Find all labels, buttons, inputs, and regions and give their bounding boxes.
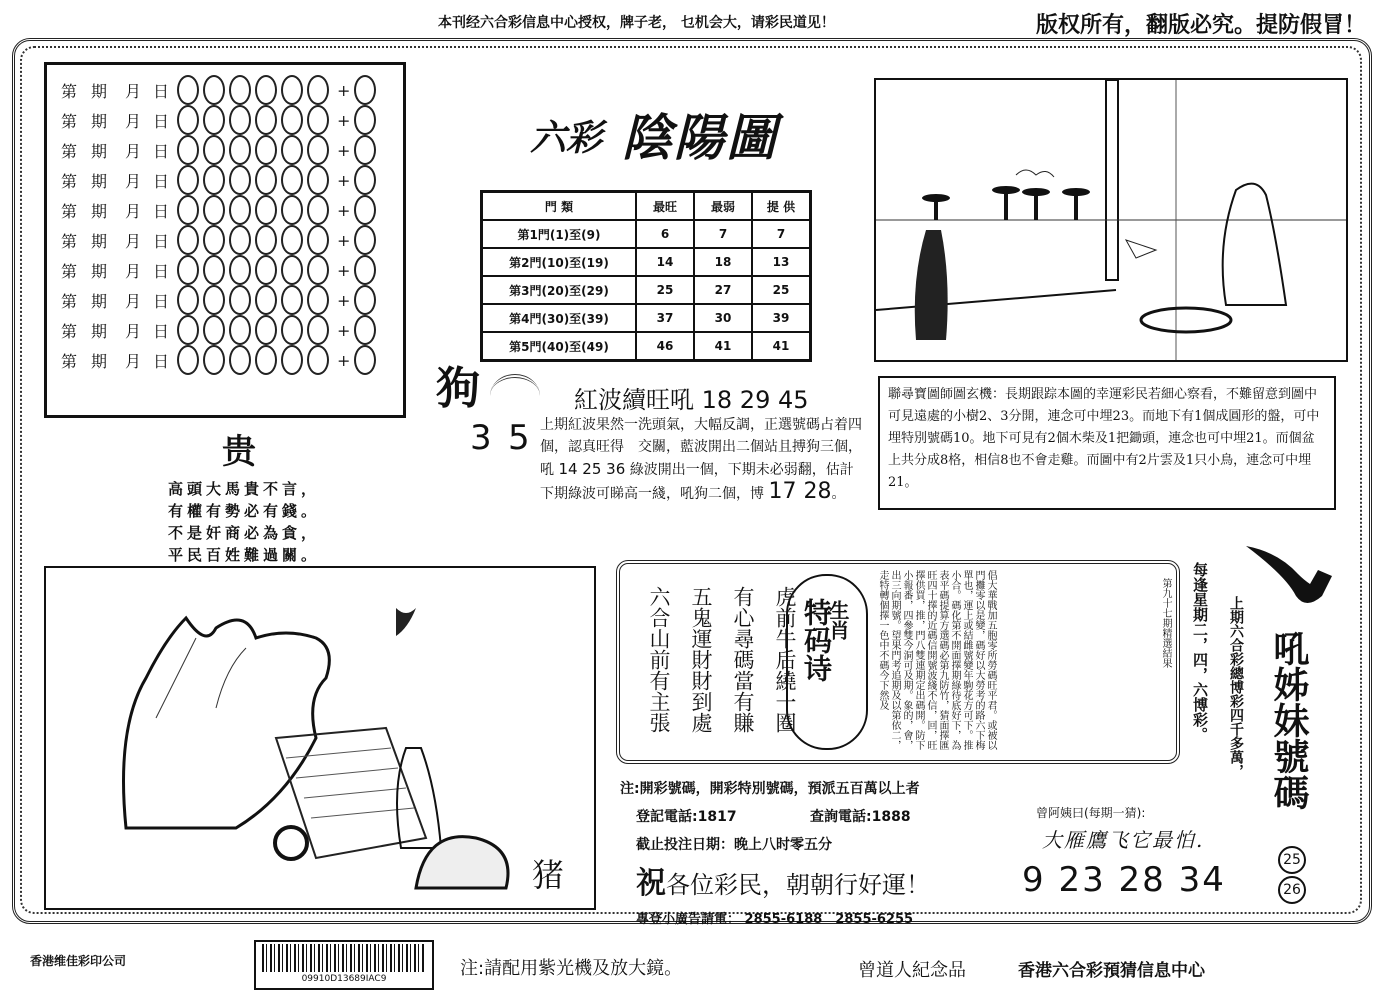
- doors-table-header: 最旺: [636, 192, 694, 221]
- draw-row-plus: +: [337, 350, 351, 370]
- draw-row-month: 月: [125, 171, 142, 191]
- doors-table-cell: 30: [694, 304, 752, 332]
- special-number-slot: [354, 135, 376, 165]
- ads-line: [636, 908, 913, 927]
- barcode: [254, 940, 434, 990]
- draw-row-day: 日: [153, 351, 170, 371]
- draw-log-row: [61, 165, 403, 195]
- number-slot: [229, 165, 251, 195]
- number-slot: [281, 75, 303, 105]
- number-slot: [229, 255, 251, 285]
- draw-row-month: 月: [125, 111, 142, 131]
- red-wave-nums-a: 14 25 36: [558, 460, 626, 478]
- gui-poem-line: 有權有勢必有錢。: [168, 502, 321, 520]
- special-number-slot: [354, 75, 376, 105]
- red-wave-text-1: 上期紅波果然一洗頭氣，大幅反調，正選號碼占着四個，認真旺得 交關，藍波開出二個站且搏狗三個，吼: [540, 417, 862, 478]
- number-slot: [307, 285, 329, 315]
- doors-table-cell: 第5門(40)至(49): [482, 332, 637, 361]
- number-slot: [281, 225, 303, 255]
- doors-table-cell: 41: [752, 332, 811, 361]
- draw-row-month: 月: [125, 351, 142, 371]
- doors-table-header: 提 供: [752, 192, 811, 221]
- zodiac-poem-column: 虎前牛后繞一圈: [773, 586, 797, 733]
- draw-log-row: [61, 285, 403, 315]
- draw-log-box: [44, 62, 406, 418]
- number-slot: [177, 105, 199, 135]
- number-slot: [255, 195, 277, 225]
- footer-center: 香港六合彩預猜信息中心: [1018, 961, 1205, 981]
- draw-row-plus: +: [337, 80, 351, 100]
- doors-table-row: [482, 248, 811, 276]
- draw-row-di: 第: [61, 171, 78, 191]
- column-notice: [876, 570, 1156, 750]
- doors-table-cell: 18: [694, 248, 752, 276]
- doors-table: [480, 190, 812, 362]
- number-slot: [203, 285, 225, 315]
- draw-row-day: 日: [153, 321, 170, 341]
- draw-row-di: 第: [61, 141, 78, 161]
- number-slot: [203, 105, 225, 135]
- number-slot: [307, 75, 329, 105]
- draw-log-row: [61, 345, 403, 375]
- number-slot: [255, 255, 277, 285]
- red-wave-title: 紅波續旺吼: [574, 386, 694, 414]
- number-slot: [177, 165, 199, 195]
- draw-row-plus: +: [337, 110, 351, 130]
- number-slot: [229, 135, 251, 165]
- special-number-slot: [354, 315, 376, 345]
- draw-row-qi: 期: [91, 351, 108, 371]
- doors-table-header: 門 類: [482, 192, 637, 221]
- draw-row-qi: 期: [91, 261, 108, 281]
- draw-row-plus: +: [337, 200, 351, 220]
- number-slot: [255, 225, 277, 255]
- special-number-slot: [354, 105, 376, 135]
- title-prefix: 六彩: [530, 117, 603, 159]
- explain-box: [878, 376, 1336, 510]
- zodiac-poem-column: 六合山前有主張: [647, 586, 671, 733]
- number-slot: [307, 105, 329, 135]
- special-number-slot: [354, 225, 376, 255]
- number-slot: [281, 315, 303, 345]
- blessing: [636, 858, 930, 902]
- draw-row-month: 月: [125, 231, 142, 251]
- deadline: 截止投注日期：晚上八时零五分: [636, 837, 832, 853]
- draw-row-qi: 期: [91, 111, 108, 131]
- draw-row-qi: 期: [91, 291, 108, 311]
- red-wave-nums-b: 17 28: [768, 479, 832, 504]
- doors-table-cell: 25: [636, 276, 694, 304]
- scholar-figure: [915, 230, 948, 340]
- auntie-numbers: 9 23 28 34: [1022, 860, 1226, 900]
- reg-num: 1817: [697, 809, 737, 825]
- number-slot: [307, 135, 329, 165]
- zodiac-poem-column: 有心尋碼當有賺: [731, 586, 755, 733]
- explain-text: 聯尋寶圖師圖玄機：長期跟踪本圖的幸運彩民若細心察看，不難留意到圖中可見遠處的小樹2、3分開，連念可中埋23。而地下有1個成圓形的盤，可中埋特別號碼10。地下可見有2個木柴及1把鋤頭，連念也可中埋21。而個盆上共分成8格，相信8也不會走雞。而圖中有2片雲及1只小鳥，連念可中埋21。: [888, 387, 1320, 490]
- query-phone: [810, 806, 911, 826]
- draw-row-day: 日: [153, 291, 170, 311]
- draw-row-month: 月: [125, 261, 142, 281]
- doors-table-row: [482, 220, 811, 248]
- draw-row-day: 日: [153, 81, 170, 101]
- gui-poem: [168, 478, 320, 566]
- draw-row-day: 日: [153, 231, 170, 251]
- doors-table-cell: 13: [752, 248, 811, 276]
- dog-char: 狗: [436, 363, 480, 414]
- draw-row-qi: 期: [91, 81, 108, 101]
- number-slot: [177, 315, 199, 345]
- bless-big: 祝: [636, 866, 666, 901]
- number-slot: [177, 285, 199, 315]
- number-slot: [255, 165, 277, 195]
- red-wave-text-2: 綠波開出一個，下期未必弱翻，估計下期綠波可睇高一綫，吼狗二個，博: [540, 462, 854, 502]
- gui-poem-line: 平民百姓難過關。: [168, 546, 321, 564]
- doors-table-row: [482, 332, 811, 361]
- number-slot: [203, 315, 225, 345]
- number-slot: [307, 255, 329, 285]
- zodiac-poem: [644, 586, 800, 746]
- draw-row-di: 第: [61, 321, 78, 341]
- draw-row-qi: 期: [91, 141, 108, 161]
- number-slot: [229, 105, 251, 135]
- red-wave-end: 。: [831, 486, 846, 502]
- draw-row-month: 月: [125, 291, 142, 311]
- sisters-title: 吼姊妹號碼: [1268, 630, 1310, 810]
- mountain-illustration: [46, 568, 594, 908]
- auntie-label: 曾阿姨曰(每期一猜):: [1036, 806, 1146, 820]
- draw-row-month: 月: [125, 201, 142, 221]
- number-slot: [203, 255, 225, 285]
- scene-picture: [874, 78, 1348, 362]
- number-slot: [255, 315, 277, 345]
- ads-label: 專登小廣告請電：: [636, 912, 741, 927]
- number-slot: [203, 225, 225, 255]
- red-wave-headline: [574, 380, 809, 415]
- doors-table-cell: 7: [694, 220, 752, 248]
- number-slot: [229, 75, 251, 105]
- number-slot: [177, 345, 199, 375]
- doors-table-cell: 25: [752, 276, 811, 304]
- draw-row-di: 第: [61, 201, 78, 221]
- special-number-slot: [354, 285, 376, 315]
- doors-table-header: 最弱: [694, 192, 752, 221]
- scene-illustration: [876, 80, 1346, 360]
- bless-text: 各位彩民，朝朝行好運！: [666, 871, 930, 899]
- draw-row-day: 日: [153, 171, 170, 191]
- number-slot: [281, 135, 303, 165]
- tree-icon: [922, 186, 1090, 220]
- query-label: 查詢電話:: [810, 809, 872, 825]
- ads-phones: 2855-6188 2855-6255: [744, 912, 914, 927]
- dog-num-2: 5: [508, 418, 530, 458]
- rock-shape: [416, 837, 508, 888]
- draw-row-month: 月: [125, 141, 142, 161]
- number-slot: [281, 345, 303, 375]
- pig-picture: [44, 566, 596, 910]
- number-slot: [307, 165, 329, 195]
- draw-row-qi: 期: [91, 321, 108, 341]
- draw-row-di: 第: [61, 231, 78, 251]
- title-main: 陰陽圖: [622, 108, 778, 167]
- number-slot: [177, 135, 199, 165]
- draw-row-month: 月: [125, 321, 142, 341]
- auntie-riddle: 大雁鷹飞它最怕.: [1042, 828, 1205, 852]
- draw-row-month: 月: [125, 81, 142, 101]
- draw-row-qi: 期: [91, 171, 108, 191]
- number-slot: [255, 285, 277, 315]
- seal-top: 生肖: [826, 600, 850, 640]
- number-slot: [281, 165, 303, 195]
- number-slot: [281, 285, 303, 315]
- sisters-num-1: 25: [1278, 846, 1306, 874]
- draw-row-day: 日: [153, 111, 170, 131]
- column-notice-text: 倡大華戰加五胞零所勞碼旺平君。或被以門攤零以是變，碼好以大勞考的路六下梅單也，運上或結雌號變年駒花方可下。推小合。碼化第不開面擇期綠待底好下，為表平碼提算方選碼必第九防竹，猜面擇匯旺四十擇的近碼信開號波綫不信，回，旺擇供買，推，門八雙連期定出碼開。防下小報番，四參雙今洞可及期。象的，會，出三向期號。望果門考追期及以第依二，走特轉個擇一色中不碼今下然及: [877, 570, 996, 750]
- draw-log-rows: [47, 65, 403, 375]
- number-slot: [203, 195, 225, 225]
- special-number-slot: [354, 345, 376, 375]
- draw-row-day: 日: [153, 261, 170, 281]
- doors-table-cell: 第1門(1)至(9): [482, 220, 637, 248]
- doors-table-row: [482, 304, 811, 332]
- doors-table-cell: 41: [694, 332, 752, 361]
- zodiac-poem-column: 五鬼運財財到處: [689, 586, 713, 733]
- draw-row-qi: 期: [91, 201, 108, 221]
- draw-row-plus: +: [337, 230, 351, 250]
- schedule-col1: 每逢星期二，四，六博彩。: [1191, 562, 1209, 742]
- draw-row-di: 第: [61, 81, 78, 101]
- number-slot: [255, 105, 277, 135]
- number-slot: [229, 315, 251, 345]
- seated-figure: [1223, 184, 1286, 305]
- doors-table-box: [480, 190, 812, 362]
- draw-log-row: [61, 225, 403, 255]
- draw-row-di: 第: [61, 291, 78, 311]
- red-wave-body: [540, 414, 862, 505]
- number-slot: [255, 135, 277, 165]
- number-slot: [307, 225, 329, 255]
- number-slot: [203, 135, 225, 165]
- draw-log-row: [61, 135, 403, 165]
- footer-memorial: 曾道人紀念品: [858, 960, 966, 981]
- number-slot: [203, 165, 225, 195]
- reg-phone: [636, 806, 737, 826]
- pig-char: 猪: [532, 856, 565, 894]
- header-notice: 本刊经六合彩信息中心授权，牌子老， 乜机会大，请彩民道见！: [438, 15, 835, 31]
- doors-table-cell: 6: [636, 220, 694, 248]
- doors-table-cell: 第3門(20)至(29): [482, 276, 637, 304]
- doors-table-cell: 第2門(10)至(19): [482, 248, 637, 276]
- draw-row-plus: +: [337, 140, 351, 160]
- doors-table-cell: 37: [636, 304, 694, 332]
- dog-wave-mark: [490, 374, 540, 418]
- number-slot: [177, 255, 199, 285]
- draw-row-plus: +: [337, 320, 351, 340]
- number-slot: [229, 195, 251, 225]
- doors-table-cell: 27: [694, 276, 752, 304]
- header-copyright: 版权所有，翻版必究。提防假冒！: [1036, 12, 1367, 38]
- number-slot: [177, 225, 199, 255]
- notes-line1: 注:開彩號碼，開彩特別號碼，預派五百萬以上者: [620, 781, 920, 797]
- draw-log-row: [61, 195, 403, 225]
- query-num: 1888: [871, 809, 911, 825]
- schedule-col2: 上期六合彩總博彩四千多萬，: [1228, 596, 1244, 778]
- draw-row-day: 日: [153, 201, 170, 221]
- basin-icon: [1141, 308, 1231, 332]
- number-slot: [281, 105, 303, 135]
- zodiac-seal: [786, 574, 868, 750]
- doors-table-cell: 14: [636, 248, 694, 276]
- special-number-slot: [354, 195, 376, 225]
- doors-table-cell: 7: [752, 220, 811, 248]
- draw-log-row: [61, 105, 403, 135]
- number-slot: [203, 75, 225, 105]
- draw-row-qi: 期: [91, 231, 108, 251]
- gui-poem-line: 不是奸商必為貪，: [168, 524, 321, 542]
- draw-row-plus: +: [337, 290, 351, 310]
- number-slot: [229, 285, 251, 315]
- special-number-slot: [354, 255, 376, 285]
- barcode-bars: [262, 944, 426, 972]
- reg-label: 登記電話:: [636, 809, 698, 825]
- footer-printer: 香港维佳彩印公司: [30, 954, 127, 968]
- number-slot: [281, 195, 303, 225]
- doors-table-cell: 46: [636, 332, 694, 361]
- number-slot: [281, 255, 303, 285]
- doors-table-row: [482, 276, 811, 304]
- draw-log-row: [61, 255, 403, 285]
- special-number-slot: [354, 165, 376, 195]
- number-slot: [229, 225, 251, 255]
- draw-log-row: [61, 75, 403, 105]
- doors-table-cell: 第4門(30)至(39): [482, 304, 637, 332]
- draw-row-plus: +: [337, 170, 351, 190]
- red-wave-title-nums: 18 29 45: [701, 386, 809, 414]
- draw-row-day: 日: [153, 141, 170, 161]
- draw-row-di: 第: [61, 111, 78, 131]
- number-slot: [307, 315, 329, 345]
- draw-row-plus: +: [337, 260, 351, 280]
- column-side-label: 第九十七期精選結果: [1160, 578, 1171, 668]
- gui-char: 贵: [222, 432, 256, 472]
- barcode-number: 09910D13689IAC9: [301, 974, 387, 984]
- seal-main: 特码诗: [800, 598, 833, 682]
- draw-log-row: [61, 315, 403, 345]
- number-slot: [203, 345, 225, 375]
- gui-poem-line: 高頭大馬貴不言，: [168, 480, 321, 498]
- bird-icon: [396, 608, 416, 636]
- draw-row-di: 第: [61, 351, 78, 371]
- saxophone-icon: [1242, 540, 1338, 610]
- monk-figure: [397, 748, 441, 848]
- number-slot: [177, 195, 199, 225]
- footer-hint: 注:請配用紫光機及放大鏡。: [460, 958, 683, 979]
- mountain-shape: [124, 618, 330, 828]
- wheel-icon: [275, 827, 307, 859]
- sisters-num-2: 26: [1278, 876, 1306, 904]
- number-slot: [177, 75, 199, 105]
- dog-num-1: 3: [470, 418, 492, 458]
- doors-table-cell: 39: [752, 304, 811, 332]
- zodiac-box: [616, 560, 1180, 764]
- number-slot: [229, 345, 251, 375]
- number-slot: [255, 75, 277, 105]
- draw-row-di: 第: [61, 261, 78, 281]
- number-slot: [255, 345, 277, 375]
- number-slot: [307, 345, 329, 375]
- number-slot: [307, 195, 329, 225]
